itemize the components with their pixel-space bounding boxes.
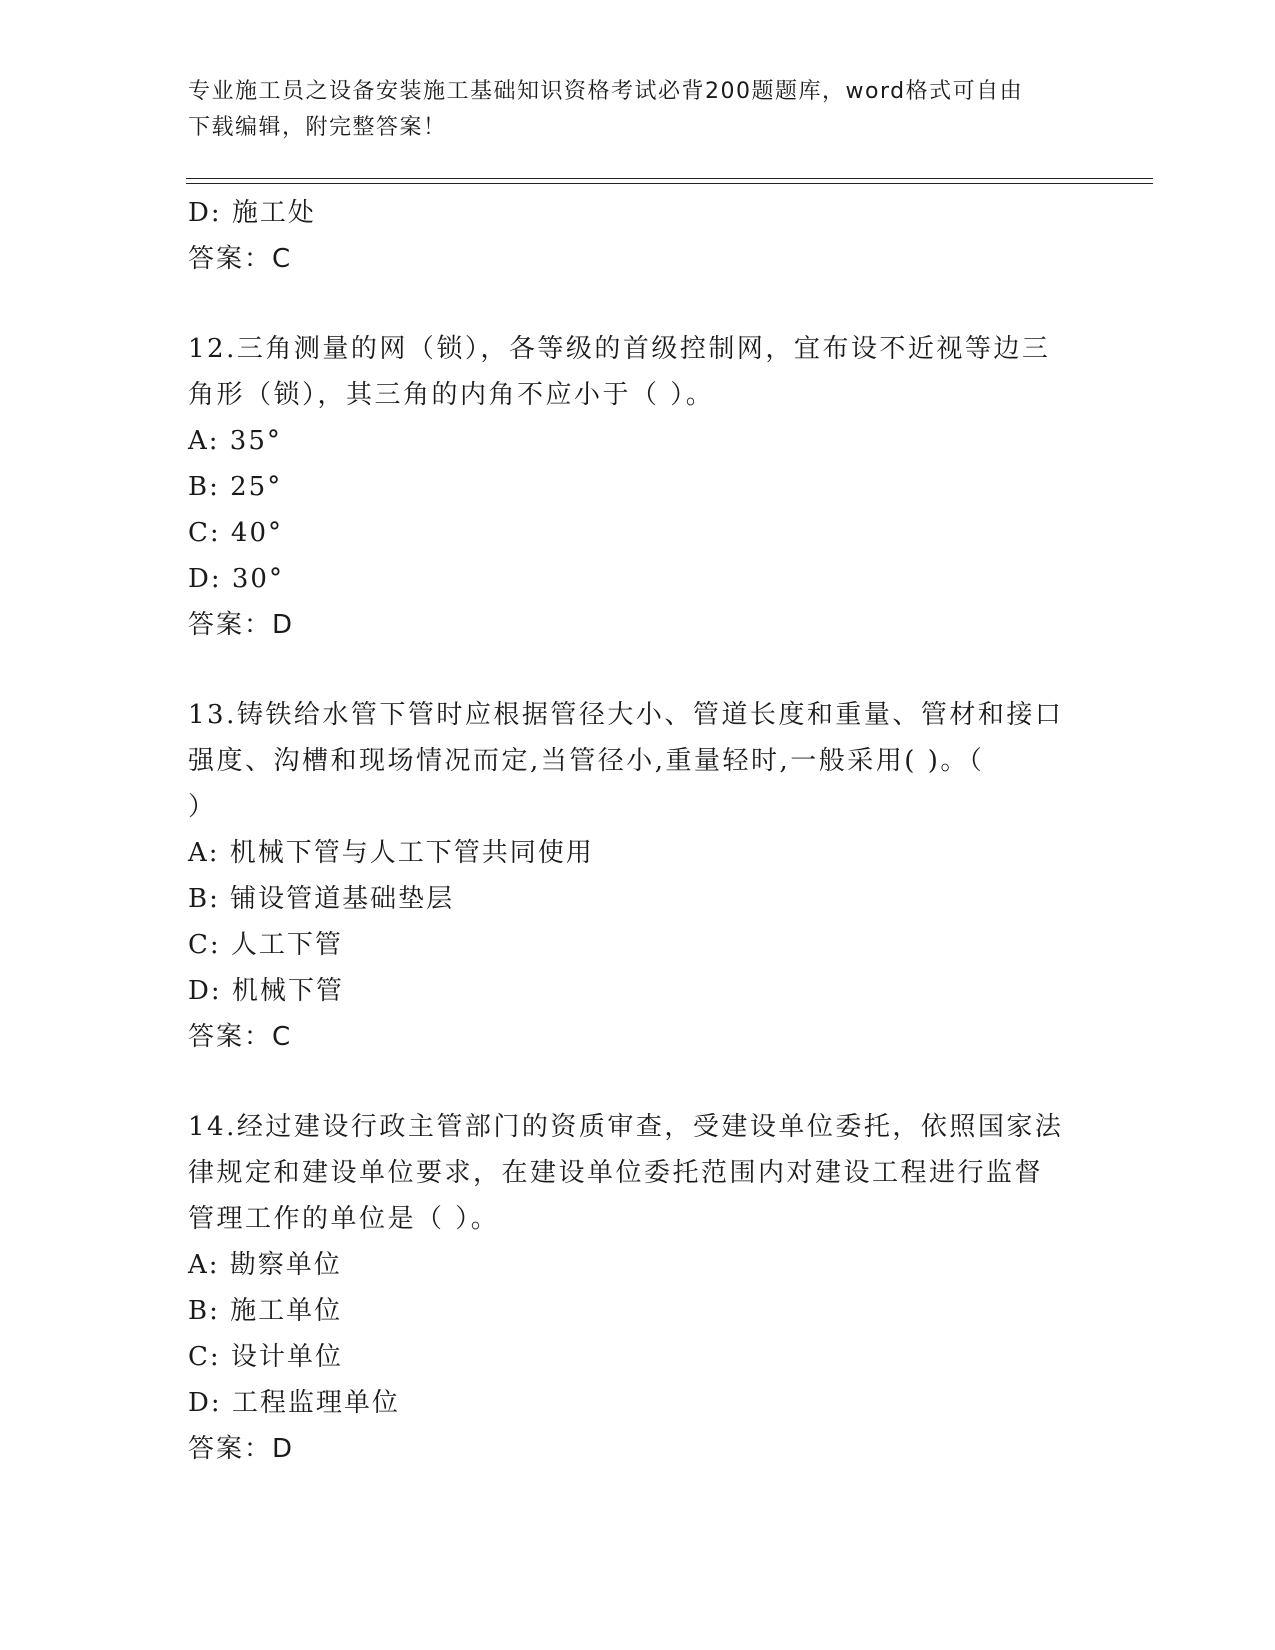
option-d: D: 30° xyxy=(188,564,284,594)
question-text xyxy=(188,326,1088,418)
option-d: D: 施工处 xyxy=(188,198,316,228)
header-divider xyxy=(186,178,1153,179)
option-c: C: 人工下管 xyxy=(188,930,343,960)
question-line: 13.铸铁给水管下管时应根据管径大小、管道长度和重量、管材和接口 xyxy=(188,700,1064,730)
question-line: ） xyxy=(188,792,217,822)
answer-line: 答案：C xyxy=(188,1022,293,1052)
question-text xyxy=(188,1104,1088,1242)
question-line: 强度、沟槽和现场情况而定,当管径小,重量轻时,一般采用( )。（ xyxy=(188,746,985,776)
answer-line: 答案：D xyxy=(188,1434,295,1464)
question-line: 管理工作的单位是（ ）。 xyxy=(188,1204,500,1234)
header-divider-thin xyxy=(186,183,1153,184)
option-a: A: 勘察单位 xyxy=(188,1250,342,1280)
option-d: D: 机械下管 xyxy=(188,976,344,1006)
document-header xyxy=(188,74,1068,146)
question-block-12 xyxy=(188,326,1088,648)
question-block-13 xyxy=(188,692,1088,1060)
question-block-previous xyxy=(188,190,1088,282)
option-b: B: 25° xyxy=(188,472,283,502)
option-a: A: 35° xyxy=(188,426,282,456)
question-text xyxy=(188,692,1088,830)
header-line: 专业施工员之设备安装施工基础知识资格考试必背200题题库，word格式可自由 xyxy=(188,79,1024,104)
answer-line: 答案：C xyxy=(188,244,293,274)
question-line: 12.三角测量的网（锁），各等级的首级控制网，宜布设不近视等边三 xyxy=(188,334,1051,364)
option-b: B: 铺设管道基础垫层 xyxy=(188,884,455,914)
question-line: 律规定和建设单位要求，在建设单位委托范围内对建设工程进行监督 xyxy=(188,1158,1044,1188)
header-line: 下载编辑，附完整答案！ xyxy=(188,115,447,140)
option-c: C: 设计单位 xyxy=(188,1342,343,1372)
option-c: C: 40° xyxy=(188,518,284,548)
option-b: B: 施工单位 xyxy=(188,1296,343,1326)
option-d: D: 工程监理单位 xyxy=(188,1388,400,1418)
answer-line: 答案：D xyxy=(188,610,295,640)
question-list xyxy=(188,190,1088,1472)
option-a: A: 机械下管与人工下管共同使用 xyxy=(188,838,594,868)
question-line: 14.经过建设行政主管部门的资质审查，受建设单位委托，依照国家法 xyxy=(188,1112,1064,1142)
question-block-14 xyxy=(188,1104,1088,1472)
question-line: 角形（锁），其三角的内角不应小于（ ）。 xyxy=(188,380,715,410)
